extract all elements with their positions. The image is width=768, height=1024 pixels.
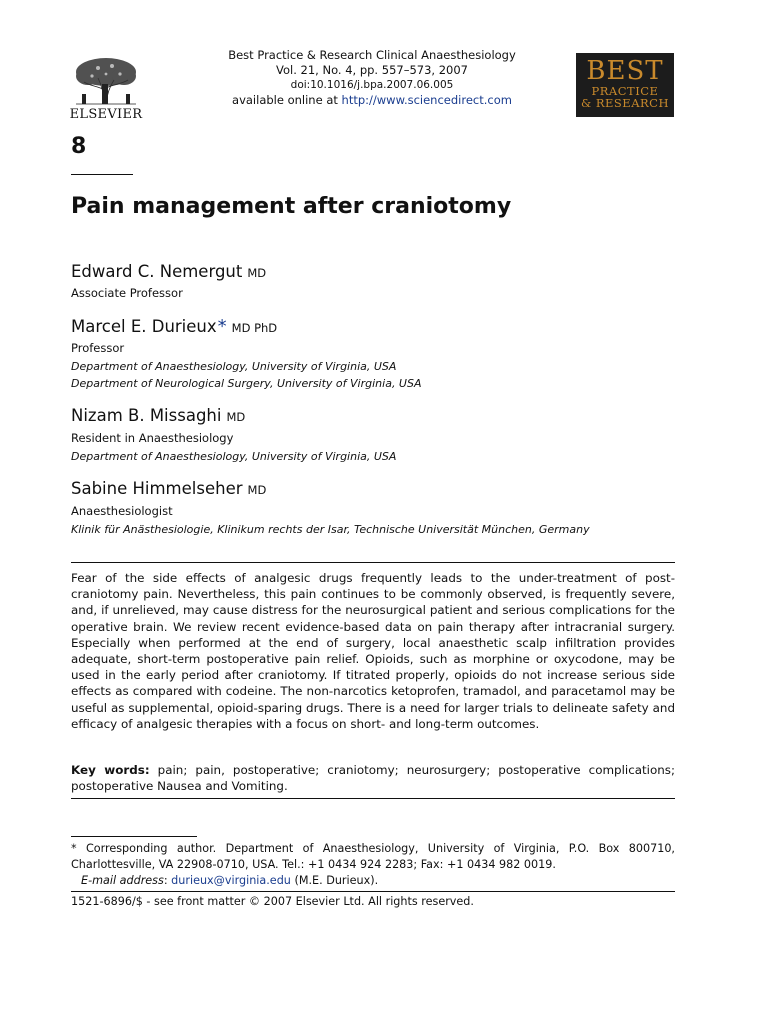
author-name-text: Marcel E. Durieux <box>71 317 217 336</box>
footnote-text: * Corresponding author. Department of Anaesthesiology, University of Virginia, P.O. Box 800710, Charlottesville, VA 22908-0710, USA. Tel.: +1 0434 924 2283; Fax: +1 0434 982 0019. <box>71 842 675 871</box>
doi: doi:10.1016/j.bpa.2007.06.005 <box>290 79 454 91</box>
author-name <box>71 406 245 425</box>
chapter-rule <box>71 174 133 175</box>
author-affiliation: Department of Anaesthesiology, University of Virginia, USA <box>71 360 397 373</box>
email-suffix: (M.E. Durieux). <box>294 874 379 887</box>
chapter-number: 8 <box>71 134 87 159</box>
front-matter-copyright: 1521-6896/$ - see front matter © 2007 Elsevier Ltd. All rights reserved. <box>71 895 474 908</box>
author-degrees: MD PhD <box>231 321 278 335</box>
keywords-text: pain; pain, postoperative; craniotomy; neurosurgery; postoperative complications; postoperative Nausea and Vomiting. <box>71 763 676 794</box>
email-label: E-mail address <box>81 874 164 887</box>
author-name-text: Edward C. Nemergut <box>71 262 243 281</box>
corresponding-author-marker[interactable]: * <box>217 316 227 337</box>
author-affiliation: Department of Neurological Surgery, University of Virginia, USA <box>71 377 422 390</box>
author-affiliation: Department of Anaesthesiology, University of Virginia, USA <box>71 450 397 463</box>
author-name-text: Nizam B. Missaghi <box>71 406 222 425</box>
footnote-rule <box>71 836 197 837</box>
sciencedirect-link[interactable]: http://www.sciencedirect.com <box>341 93 512 107</box>
logo-line-research: & RESEARCH <box>580 96 669 110</box>
logo-line-practice: PRACTICE <box>591 84 659 98</box>
abstract-top-rule <box>71 562 675 563</box>
corresponding-author-footnote <box>71 841 675 889</box>
article-title: Pain management after craniotomy <box>71 194 512 219</box>
email-line <box>71 873 675 889</box>
front-matter-rule <box>71 891 675 892</box>
email-link[interactable]: durieux@virginia.edu <box>171 874 291 887</box>
abstract: Fear of the side effects of analgesic drugs frequently leads to the under-treatment of post-craniotomy pain. Nevertheless, this pain continues to be commonly observed, is frequently severe, and, if unrelieved, may cause distress for the neurosurgical patient and serious complications for the operative brain. We review recent evidence-based data on pain therapy after intracranial surgery. Especially when performed at the end of surgery, local anaesthetic scalp infiltration provides adequate, short-term postoperative pain relief. Opioids, such as morphine or oxycodone, may be used in the early period after craniotomy. If titrated properly, opioids do not increase serious side effects as compared with codeine. The non-narcotics ketoprofen, tramadol, and paracetamol may be useful as supplemental, opioid-sparing drugs. There is a need for larger trials to delineate safety and efficacy of analgesic therapies with a focus on short- and long-term outcomes. <box>71 571 675 731</box>
author-role: Resident in Anaesthesiology <box>71 431 234 445</box>
author-role: Anaesthesiologist <box>71 504 173 518</box>
publisher-name: ELSEVIER <box>69 107 143 122</box>
author-degrees: MD <box>247 266 267 280</box>
author-name <box>71 479 266 498</box>
available-online-line <box>170 93 574 108</box>
available-online-prefix: available online at <box>232 93 342 107</box>
keywords <box>71 762 675 794</box>
author-degrees: MD <box>226 410 246 424</box>
author-name <box>71 262 266 281</box>
author-role: Professor <box>71 341 125 355</box>
email-colon: : <box>163 874 172 887</box>
logo-line-best: BEST <box>586 56 664 86</box>
abstract-bottom-rule <box>71 798 675 799</box>
author-role: Associate Professor <box>71 286 183 300</box>
journal-name: Best Practice & Research Clinical Anaesthesiology <box>228 48 516 62</box>
author-name-text: Sabine Himmelseher <box>71 479 243 498</box>
volume-line: Vol. 21, No. 4, pp. 557–573, 2007 <box>276 63 468 77</box>
keywords-label: Key words: <box>71 763 150 777</box>
best-practice-research-logo <box>576 53 674 117</box>
journal-citation-block <box>170 48 574 108</box>
author-degrees: MD <box>247 483 267 497</box>
author-affiliation: Klinik für Anästhesiologie, Klinikum rechts der Isar, Technische Universität München, Germany <box>71 523 590 536</box>
author-name <box>71 316 277 337</box>
